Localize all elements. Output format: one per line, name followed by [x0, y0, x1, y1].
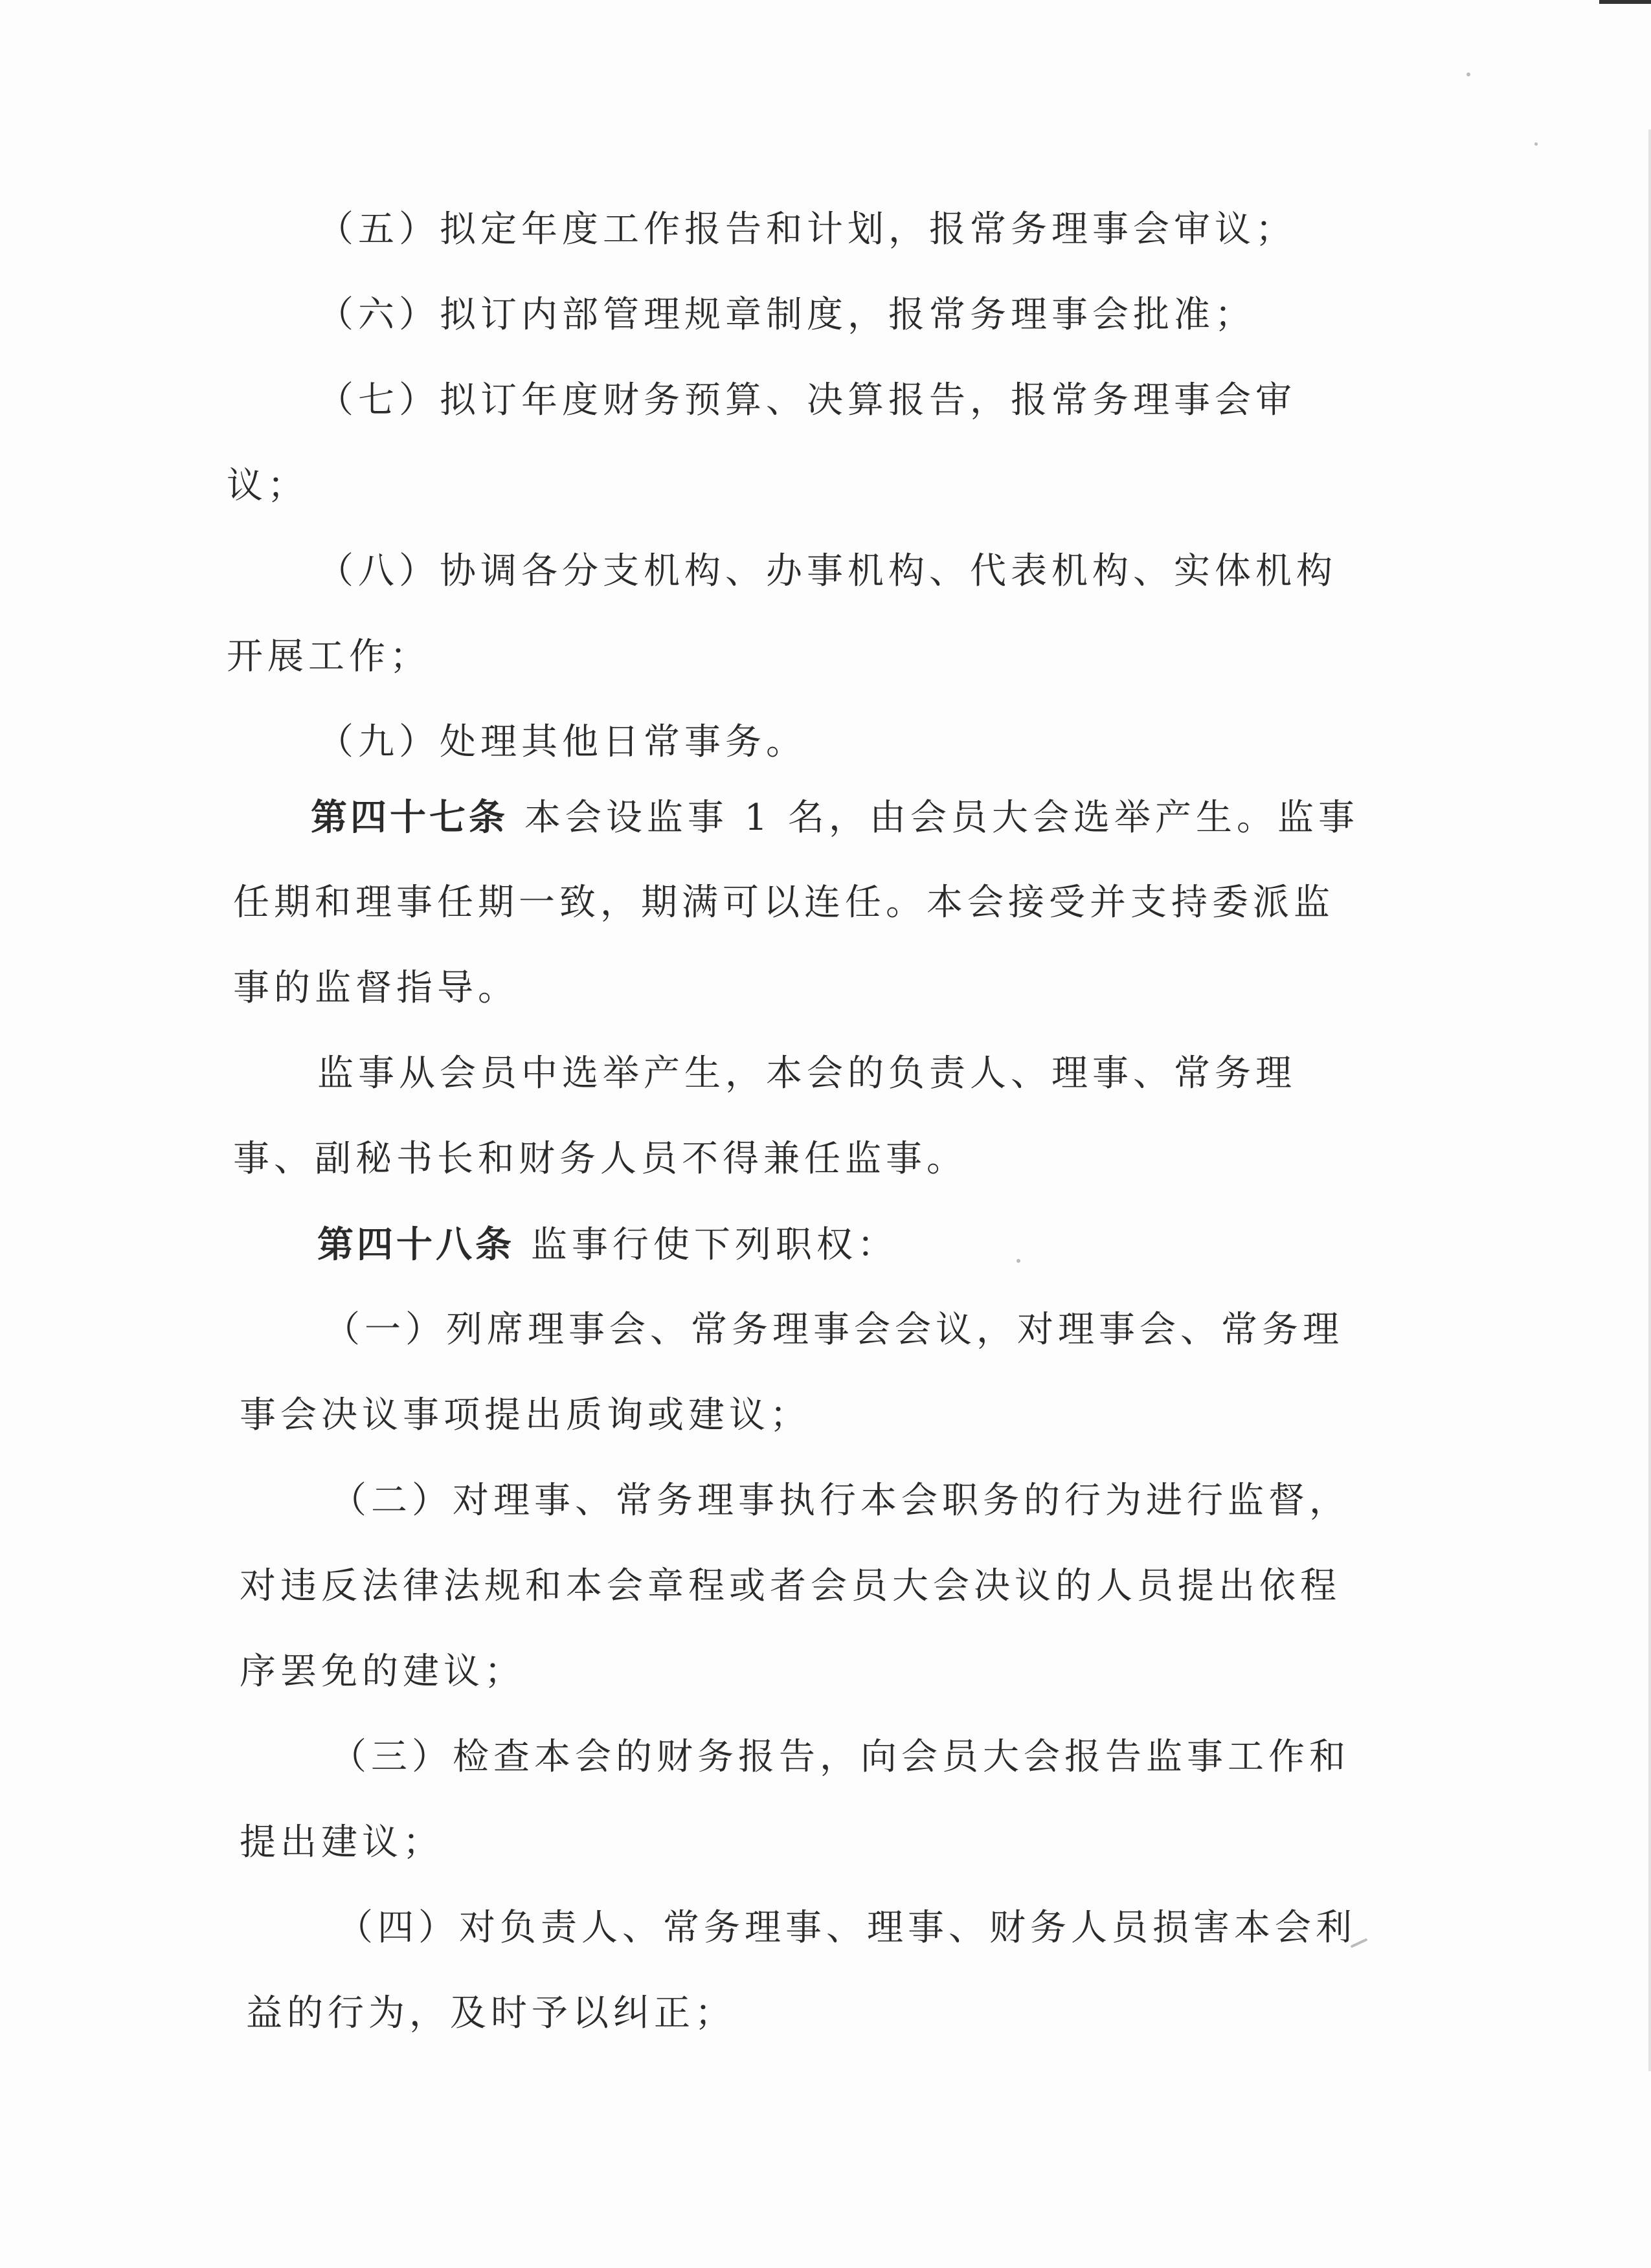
power-4: （四）对负责人、常务理事、理事、财务人员损害本会利 [337, 1907, 1356, 1949]
power-3: （三）检查本会的财务报告，向会员大会报告监事工作和 [330, 1736, 1350, 1778]
article-48-text: 监事行使下列职权： [530, 1224, 898, 1266]
article-47-line-3: 事的监督指导。 [233, 967, 519, 1009]
scan-edge-mark [1599, 0, 1651, 4]
item-6: （六）拟订内部管理规章制度，报常务理事会批准； [317, 294, 1255, 336]
item-9: （九）处理其他日常事务。 [317, 721, 807, 763]
article-47-paragraph [311, 795, 1359, 841]
supervisor-paragraph: 监事从会员中选举产生，本会的负责人、理事、常务理 [317, 1052, 1296, 1095]
power-1-continued: 事会决议事项提出质询或建议； [240, 1394, 811, 1436]
scan-speck [1466, 72, 1470, 76]
scan-edge-shadow [1648, 129, 1651, 2071]
item-8-continued: 开展工作； [227, 636, 431, 678]
supervisor-paragraph-continued: 事、副秘书长和财务人员不得兼任监事。 [233, 1138, 967, 1180]
article-48-paragraph [317, 1222, 898, 1268]
power-2: （二）对理事、常务理事执行本会职务的行为进行监督， [330, 1480, 1350, 1522]
power-2-line-2: 对违反法律法规和本会章程或者会员大会决议的人员提出依程 [240, 1565, 1341, 1607]
item-7: （七）拟订年度财务预算、决算报告，报常务理事会审 [317, 379, 1296, 421]
scan-speck [1016, 1259, 1020, 1263]
power-4-continued: 益的行为，及时予以纠正； [246, 1992, 736, 2034]
power-3-continued: 提出建议； [240, 1821, 444, 1863]
article-47-text: 本会设监事 1 名，由会员大会选举产生。监事 [524, 797, 1360, 839]
article-47-heading: 第四十七条 [311, 796, 508, 839]
item-8: （八）协调各分支机构、办事机构、代表机构、实体机构 [317, 550, 1337, 592]
power-2-line-3: 序罢免的建议； [240, 1651, 525, 1693]
article-47-line-2: 任期和理事任期一致，期满可以连任。本会接受并支持委派监 [233, 882, 1334, 924]
article-48-heading: 第四十八条 [317, 1223, 515, 1266]
power-1: （一）列席理事会、常务理事会会议，对理事会、常务理 [324, 1309, 1343, 1351]
item-7-continued: 议； [227, 465, 308, 507]
item-5: （五）拟定年度工作报告和计划，报常务理事会审议； [317, 208, 1296, 250]
scan-speck [1534, 142, 1538, 146]
